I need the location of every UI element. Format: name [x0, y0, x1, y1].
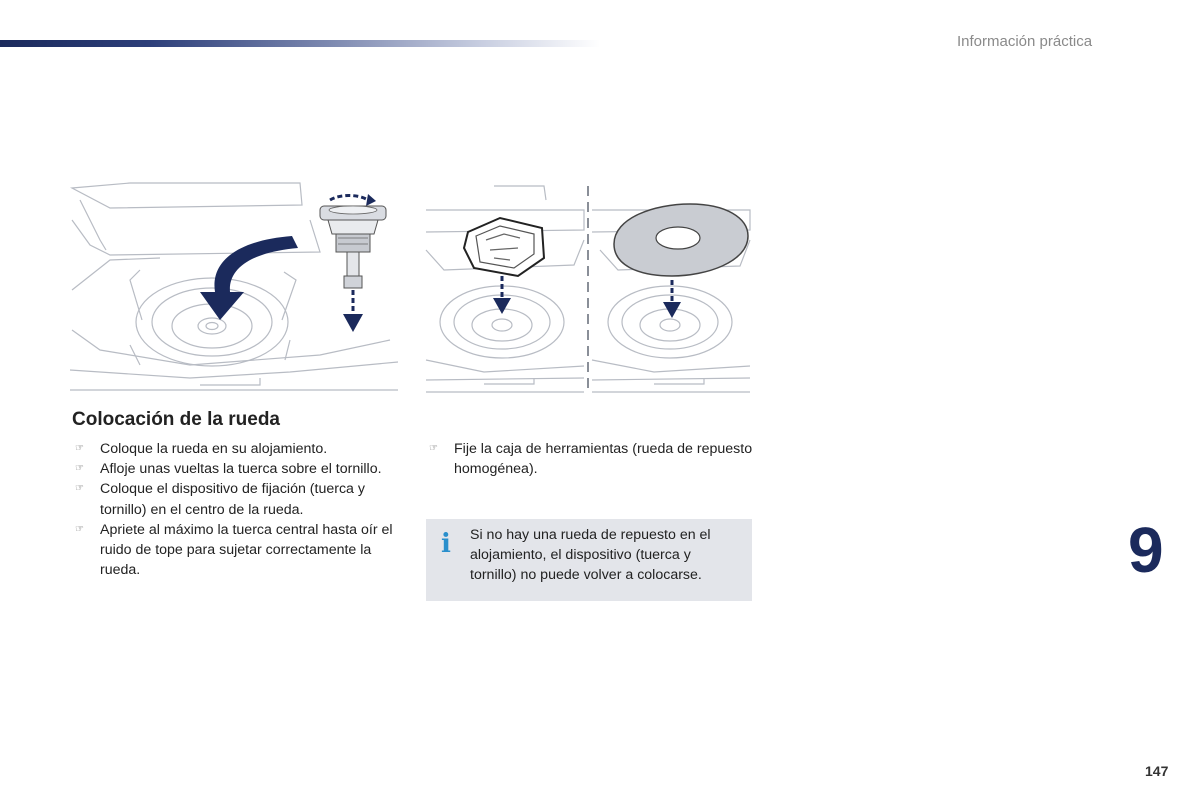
- step-text: Apriete al máximo la tuerca central hasta oír el ruido de tope para sujetar correctamente la rueda.: [100, 521, 393, 579]
- right-instruction-list: [426, 439, 756, 479]
- toolbox-and-cover-illustration: [424, 180, 752, 400]
- pointing-hand-icon: ☞: [429, 443, 438, 454]
- section-heading: Colocación de la rueda: [72, 409, 280, 430]
- pointing-hand-icon: ☞: [75, 483, 84, 495]
- info-icon: i: [441, 529, 451, 559]
- list-item: [72, 479, 402, 519]
- list-item: [72, 459, 402, 479]
- wheel-placement-illustration: [70, 180, 398, 400]
- info-note: [426, 519, 752, 601]
- step-text: Coloque la rueda en su alojamiento.: [100, 441, 328, 457]
- list-item: [426, 439, 756, 479]
- step-text: Coloque el dispositivo de fijación (tuerca y tornillo) en el centro de la rueda.: [100, 481, 365, 518]
- page-number: 147: [1145, 763, 1169, 779]
- chapter-number: 9: [1128, 514, 1164, 586]
- left-instruction-list: [72, 439, 402, 580]
- header-gradient-bar: [0, 40, 600, 47]
- step-text: Afloje unas vueltas la tuerca sobre el tornillo.: [100, 461, 382, 478]
- info-note-text: Si no hay una rueda de repuesto en el alojamiento, el dispositivo (tuerca y tornillo) no puede volver a colocarse.: [470, 527, 711, 584]
- list-item: [72, 439, 402, 459]
- step-text: Fije la caja de herramientas (rueda de repuesto homogénea).: [454, 441, 753, 478]
- section-title: Información práctica: [957, 33, 1093, 50]
- pointing-hand-icon: ☞: [75, 443, 84, 454]
- list-item: [72, 520, 402, 581]
- pointing-hand-icon: ☞: [75, 523, 84, 535]
- pointing-hand-icon: ☞: [75, 463, 84, 475]
